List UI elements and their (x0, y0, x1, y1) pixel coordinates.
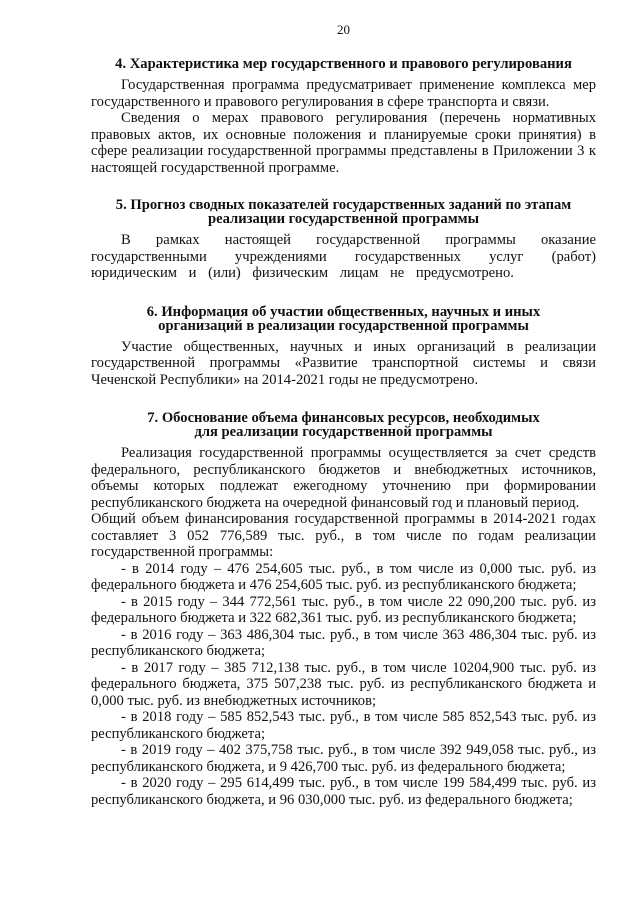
funding-year-2020: - в 2020 году – 295 614,499 тыс. руб., в том числе 199 584,499 тыс. руб. из республиканского бюджета, и 96 030,000 тыс. руб. из федерального бюджета; (91, 775, 596, 808)
funding-year-2014: - в 2014 году – 476 254,605 тыс. руб., в том числе из 0,000 тыс. руб. из федерального бюджета и 476 254,605 тыс. руб. из республиканского бюджета; (91, 560, 596, 593)
section-4-title: 4. Характеристика мер государственного и правового регулирования (115, 56, 572, 72)
section-7-title-line2: для реализации государственной программы (194, 424, 493, 440)
document-page (91, 0, 596, 808)
funding-year-2019: - в 2019 году – 402 375,758 тыс. руб., в том числе 392 949,058 тыс. руб., из республиканского бюджета, и 9 426,700 тыс. руб. из федерального бюджета; (91, 742, 596, 775)
section-6-title-line1: 6. Информация об участии общественных, научных и иных (146, 303, 541, 320)
funding-year-2016: - в 2016 году – 363 486,304 тыс. руб., в том числе 363 486,304 тыс. руб. из республиканского бюджета; (91, 626, 596, 659)
section-7-paragraph: Реализация государственной программы осуществляется за счет средств федерального, республиканского бюджетов и внебюджетных источников, объемы которых подлежат ежегодному уточнению при формировании республиканского бюджета на очередной финансовый год и плановый период. (91, 445, 596, 511)
section-7-title (91, 411, 596, 439)
section-5-paragraph: В рамках настоящей государственной программы оказание государственными учреждениями государственных услуг (работ) юридическим и (или) физическим лицам не предусмотрено. (91, 232, 596, 281)
funding-year-2015: - в 2015 году – 344 772,561 тыс. руб., в том числе 22 090,200 тыс. руб. из федерального бюджета и 322 682,361 тыс. руб. из республиканского бюджета; (91, 593, 596, 626)
section-4-paragraph: Сведения о мерах правового регулирования (перечень нормативных правовых актов, их основные положения и планируемые сроки принятия) в сфере реализации государственной программы представлены в Приложении 3 к настоящей государственной программе. (91, 110, 596, 176)
section-4-paragraph: Государственная программа предусматривает применение комплекса мер государственного и правового регулирования в сфере транспорта и связи. (91, 77, 596, 110)
section-5-title (91, 198, 596, 226)
funding-year-2018: - в 2018 году – 585 852,543 тыс. руб., в том числе 585 852,543 тыс. руб. из республиканского бюджета; (91, 709, 596, 742)
section-6-paragraph: Участие общественных, научных и иных организаций в реализации государственной программы «Развитие транспортной системы и связи Чеченской Республики» на 2014-2021 годы не предусмотрено. (91, 338, 596, 388)
section-7-paragraph: Общий объем финансирования государственной программы в 2014-2021 годах составляет 3 052 776,589 тыс. руб., в том числе по годам реализации государственной программы: (91, 511, 596, 560)
page-number: 20 (337, 22, 350, 37)
section-5-title-line1: 5. Прогноз сводных показателей государственных заданий по этапам (115, 197, 572, 213)
section-5-title-line2: реализации государственной программы (208, 211, 479, 227)
section-6-title (91, 305, 596, 333)
section-7-title-line1: 7. Обоснование объема финансовых ресурсов, необходимых (147, 410, 540, 426)
section-6-title-line2: организаций в реализации государственной программы (158, 317, 529, 334)
funding-year-2017: - в 2017 году – 385 712,138 тыс. руб., в том числе 10204,900 тыс. руб. из федерального бюджета, 375 507,238 тыс. руб. из республиканского бюджета и 0,000 тыс. руб. из внебюджетных источников; (91, 659, 596, 709)
